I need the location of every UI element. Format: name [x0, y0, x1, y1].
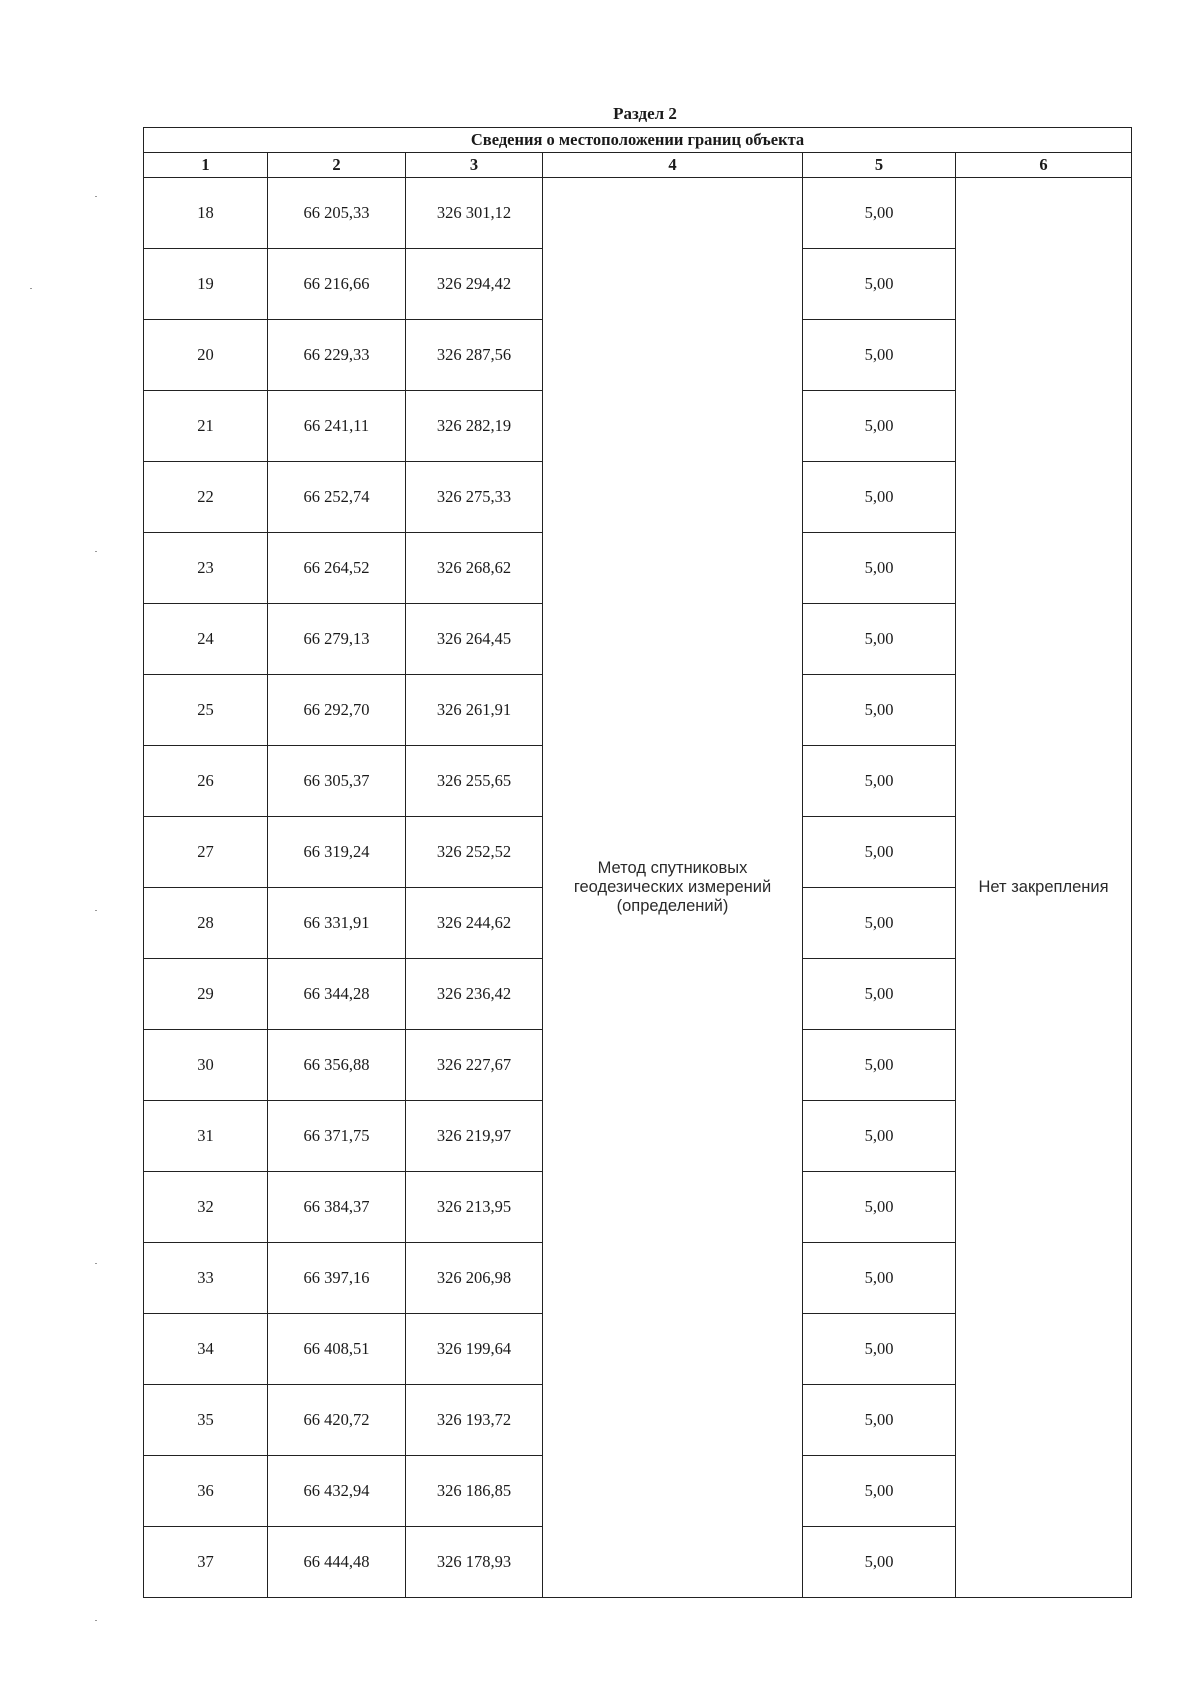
- method-line: Метод спутниковых: [597, 859, 748, 877]
- x-coordinate-cell: 66 319,24: [268, 817, 406, 888]
- point-number-cell: 37: [144, 1527, 268, 1598]
- point-number-cell: 34: [144, 1314, 268, 1385]
- scan-speck: [95, 1263, 97, 1264]
- y-coordinate-cell: 326 255,65: [406, 746, 543, 817]
- y-coordinate-cell: 326 282,19: [406, 391, 543, 462]
- x-coordinate-cell: 66 264,52: [268, 533, 406, 604]
- y-coordinate-cell: 326 275,33: [406, 462, 543, 533]
- y-coordinate-cell: 326 206,98: [406, 1243, 543, 1314]
- y-coordinate-cell: 326 244,62: [406, 888, 543, 959]
- accuracy-cell: 5,00: [803, 888, 956, 959]
- scan-speck: [95, 196, 97, 197]
- x-coordinate-cell: 66 252,74: [268, 462, 406, 533]
- method-cell: [543, 178, 803, 1598]
- table-caption: Сведения о местоположении границ объекта: [144, 128, 1132, 153]
- accuracy-cell: 5,00: [803, 817, 956, 888]
- accuracy-cell: 5,00: [803, 1385, 956, 1456]
- column-number: 1: [144, 153, 268, 178]
- scan-speck: [95, 551, 97, 552]
- point-number-cell: 19: [144, 249, 268, 320]
- accuracy-cell: 5,00: [803, 462, 956, 533]
- point-number-cell: 36: [144, 1456, 268, 1527]
- column-number: 4: [543, 153, 803, 178]
- x-coordinate-cell: 66 344,28: [268, 959, 406, 1030]
- method-line: (определений): [616, 897, 729, 915]
- y-coordinate-cell: 326 301,12: [406, 178, 543, 249]
- x-coordinate-cell: 66 205,33: [268, 178, 406, 249]
- accuracy-cell: 5,00: [803, 533, 956, 604]
- point-number-cell: 32: [144, 1172, 268, 1243]
- accuracy-cell: 5,00: [803, 1456, 956, 1527]
- y-coordinate-cell: 326 199,64: [406, 1314, 543, 1385]
- x-coordinate-cell: 66 356,88: [268, 1030, 406, 1101]
- x-coordinate-cell: 66 384,37: [268, 1172, 406, 1243]
- accuracy-cell: 5,00: [803, 604, 956, 675]
- accuracy-cell: 5,00: [803, 746, 956, 817]
- point-number-cell: 24: [144, 604, 268, 675]
- point-number-cell: 31: [144, 1101, 268, 1172]
- accuracy-cell: 5,00: [803, 249, 956, 320]
- boundary-coordinates-table: [143, 127, 1132, 1598]
- point-number-cell: 20: [144, 320, 268, 391]
- y-coordinate-cell: 326 264,45: [406, 604, 543, 675]
- x-coordinate-cell: 66 408,51: [268, 1314, 406, 1385]
- accuracy-cell: 5,00: [803, 1527, 956, 1598]
- accuracy-cell: 5,00: [803, 178, 956, 249]
- section-title: Раздел 2: [613, 104, 677, 123]
- point-number-cell: 28: [144, 888, 268, 959]
- accuracy-cell: 5,00: [803, 675, 956, 746]
- x-coordinate-cell: 66 241,11: [268, 391, 406, 462]
- accuracy-cell: 5,00: [803, 1101, 956, 1172]
- y-coordinate-cell: 326 236,42: [406, 959, 543, 1030]
- point-number-cell: 21: [144, 391, 268, 462]
- x-coordinate-cell: 66 371,75: [268, 1101, 406, 1172]
- y-coordinate-cell: 326 213,95: [406, 1172, 543, 1243]
- fixing-description-cell: Нет закрепления: [956, 178, 1132, 1598]
- accuracy-cell: 5,00: [803, 391, 956, 462]
- table-caption-row: [144, 128, 1132, 153]
- column-number: 2: [268, 153, 406, 178]
- y-coordinate-cell: 326 227,67: [406, 1030, 543, 1101]
- y-coordinate-cell: 326 193,72: [406, 1385, 543, 1456]
- point-number-cell: 27: [144, 817, 268, 888]
- point-number-cell: 35: [144, 1385, 268, 1456]
- table-row: [144, 178, 1132, 249]
- x-coordinate-cell: 66 305,37: [268, 746, 406, 817]
- y-coordinate-cell: 326 287,56: [406, 320, 543, 391]
- column-number: 3: [406, 153, 543, 178]
- accuracy-cell: 5,00: [803, 1314, 956, 1385]
- scan-speck: [30, 288, 32, 289]
- y-coordinate-cell: 326 178,93: [406, 1527, 543, 1598]
- x-coordinate-cell: 66 279,13: [268, 604, 406, 675]
- x-coordinate-cell: 66 420,72: [268, 1385, 406, 1456]
- y-coordinate-cell: 326 261,91: [406, 675, 543, 746]
- y-coordinate-cell: 326 268,62: [406, 533, 543, 604]
- y-coordinate-cell: 326 252,52: [406, 817, 543, 888]
- x-coordinate-cell: 66 229,33: [268, 320, 406, 391]
- point-number-cell: 25: [144, 675, 268, 746]
- column-number-row: [144, 153, 1132, 178]
- accuracy-cell: 5,00: [803, 959, 956, 1030]
- point-number-cell: 26: [144, 746, 268, 817]
- y-coordinate-cell: 326 294,42: [406, 249, 543, 320]
- x-coordinate-cell: 66 292,70: [268, 675, 406, 746]
- x-coordinate-cell: 66 432,94: [268, 1456, 406, 1527]
- point-number-cell: 30: [144, 1030, 268, 1101]
- y-coordinate-cell: 326 219,97: [406, 1101, 543, 1172]
- scan-speck: [95, 1620, 97, 1621]
- accuracy-cell: 5,00: [803, 1243, 956, 1314]
- column-number: 6: [956, 153, 1132, 178]
- point-number-cell: 22: [144, 462, 268, 533]
- point-number-cell: 18: [144, 178, 268, 249]
- x-coordinate-cell: 66 216,66: [268, 249, 406, 320]
- x-coordinate-cell: 66 444,48: [268, 1527, 406, 1598]
- y-coordinate-cell: 326 186,85: [406, 1456, 543, 1527]
- accuracy-cell: 5,00: [803, 1172, 956, 1243]
- point-number-cell: 23: [144, 533, 268, 604]
- method-line: геодезических измерений: [573, 878, 772, 896]
- x-coordinate-cell: 66 397,16: [268, 1243, 406, 1314]
- column-number: 5: [803, 153, 956, 178]
- point-number-cell: 29: [144, 959, 268, 1030]
- point-number-cell: 33: [144, 1243, 268, 1314]
- scan-speck: [95, 910, 97, 911]
- accuracy-cell: 5,00: [803, 320, 956, 391]
- x-coordinate-cell: 66 331,91: [268, 888, 406, 959]
- accuracy-cell: 5,00: [803, 1030, 956, 1101]
